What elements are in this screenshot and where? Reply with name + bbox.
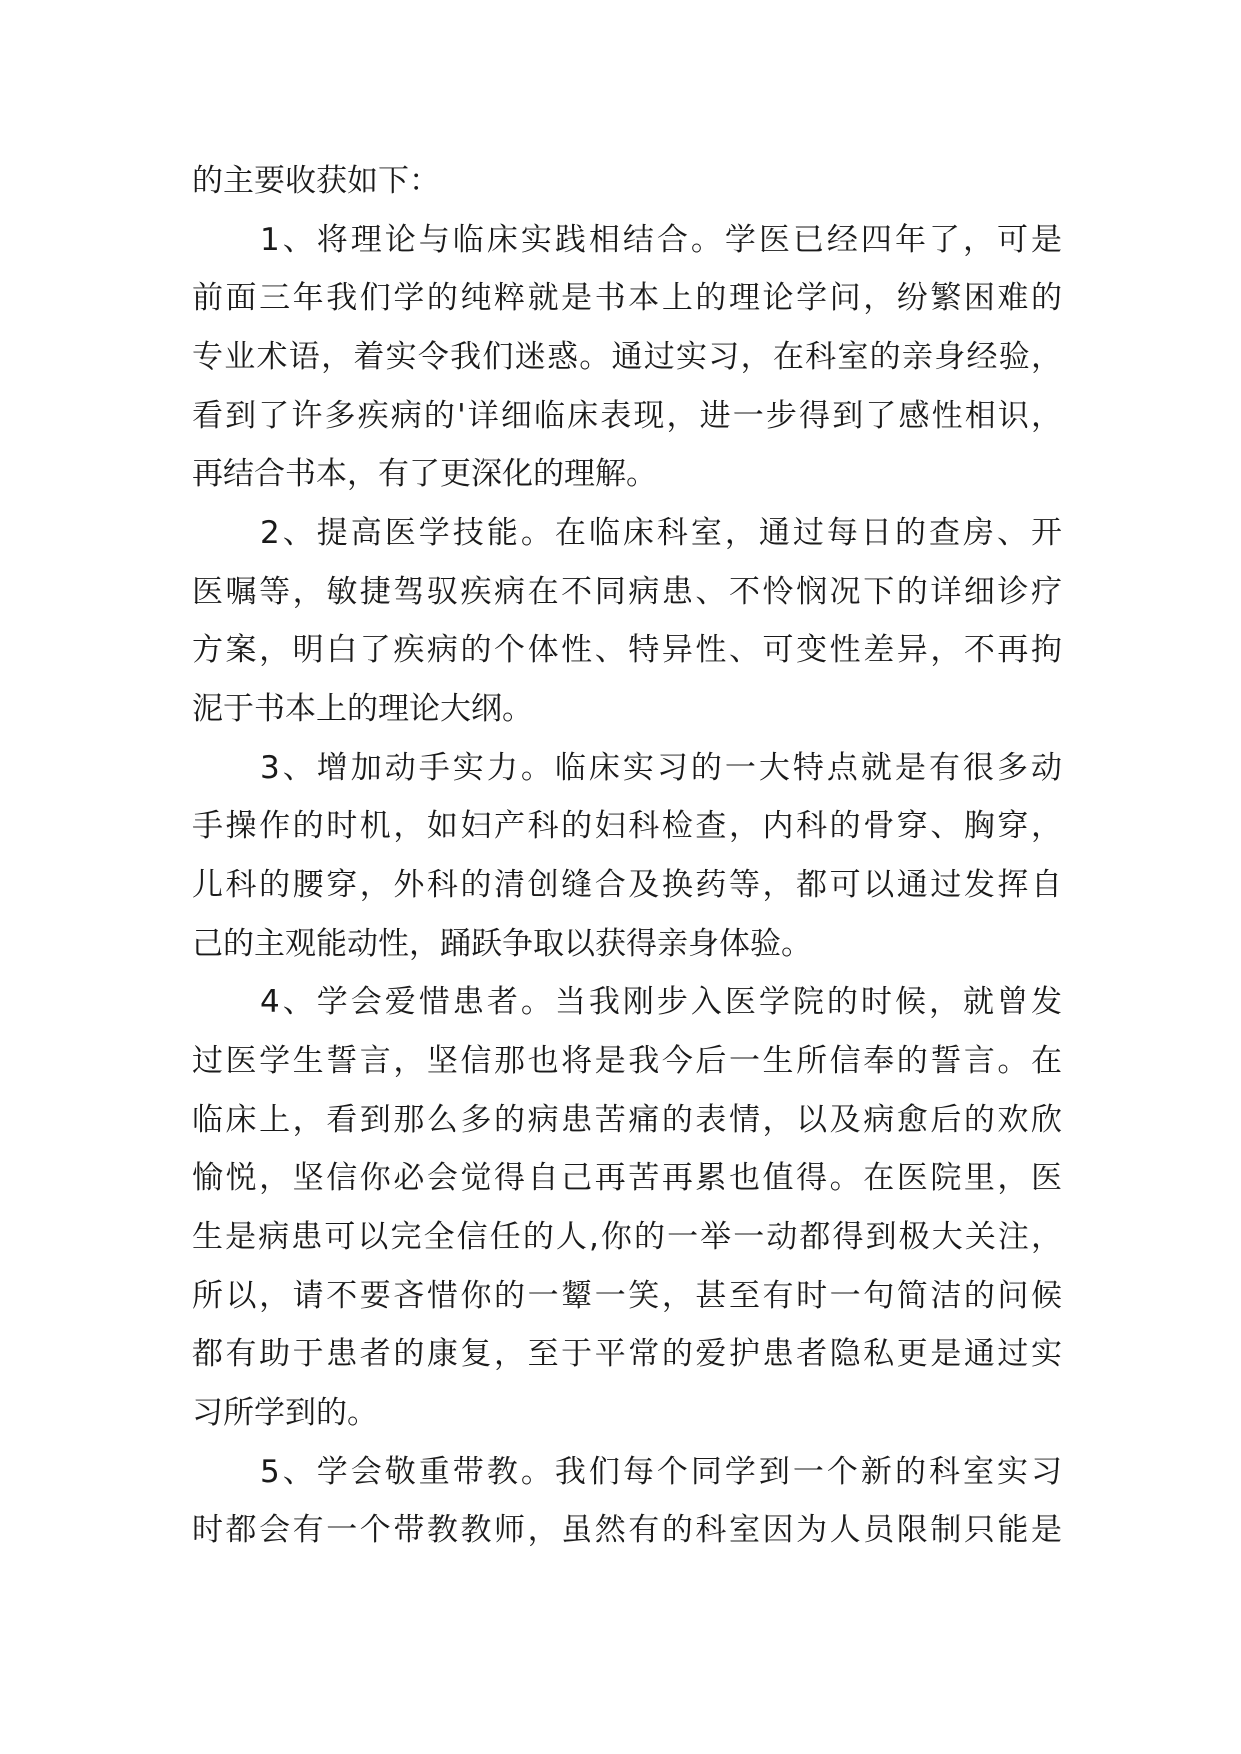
text-line: 专业术语，着实令我们迷惑。通过实习，在科室的亲身经验， bbox=[192, 339, 1062, 375]
text-line: 1、将理论与临床实践相结合。学医已经四年了，可是 bbox=[192, 222, 1062, 258]
text-line: 前面三年我们学的纯粹就是书本上的理论学问，纷繁困难的 bbox=[192, 280, 1062, 316]
text-line: 3、增加动手实力。临床实习的一大特点就是有很多动 bbox=[192, 750, 1062, 786]
text-line: 2、提高医学技能。在临床科室，通过每日的查房、开 bbox=[192, 515, 1062, 551]
text-line: 方案，明白了疾病的个体性、特异性、可变性差异，不再拘 bbox=[192, 632, 1062, 668]
text-line: 泥于书本上的理论大纲。 bbox=[192, 691, 533, 727]
text-line: 儿科的腰穿，外科的清创缝合及换药等，都可以通过发挥自 bbox=[192, 867, 1062, 903]
text-line: 时都会有一个带教教师，虽然有的科室因为人员限制只能是 bbox=[192, 1512, 1062, 1548]
text-line: 手操作的时机，如妇产科的妇科检查，内科的骨穿、胸穿， bbox=[192, 808, 1062, 844]
text-line: 再结合书本，有了更深化的理解。 bbox=[192, 456, 657, 492]
text-line: 看到了许多疾病的'详细临床表现，进一步得到了感性相识， bbox=[192, 398, 1062, 434]
text-line: 都有助于患者的康复，至于平常的爱护患者隐私更是通过实 bbox=[192, 1336, 1062, 1372]
text-line: 过医学生誓言，坚信那也将是我今后一生所信奉的誓言。在 bbox=[192, 1043, 1062, 1079]
text-line: 愉悦，坚信你必会觉得自己再苦再累也值得。在医院里，医 bbox=[192, 1160, 1062, 1196]
text-line: 的主要收获如下： bbox=[192, 163, 440, 199]
text-line: 医嘱等，敏捷驾驭疾病在不同病患、不怜悯况下的详细诊疗 bbox=[192, 574, 1062, 610]
text-line: 5、学会敬重带教。我们每个同学到一个新的科室实习 bbox=[192, 1454, 1062, 1490]
text-line: 生是病患可以完全信任的人,你的一举一动都得到极大关注， bbox=[192, 1219, 1062, 1255]
text-line: 临床上，看到那么多的病患苦痛的表情，以及病愈后的欢欣 bbox=[192, 1102, 1062, 1138]
text-line: 4、学会爱惜患者。当我刚步入医学院的时候，就曾发 bbox=[192, 984, 1062, 1020]
text-line: 所以，请不要吝惜你的一颦一笑，甚至有时一句简洁的问候 bbox=[192, 1278, 1062, 1314]
text-line: 习所学到的。 bbox=[192, 1395, 378, 1431]
text-line: 己的主观能动性，踊跃争取以获得亲身体验。 bbox=[192, 926, 812, 962]
